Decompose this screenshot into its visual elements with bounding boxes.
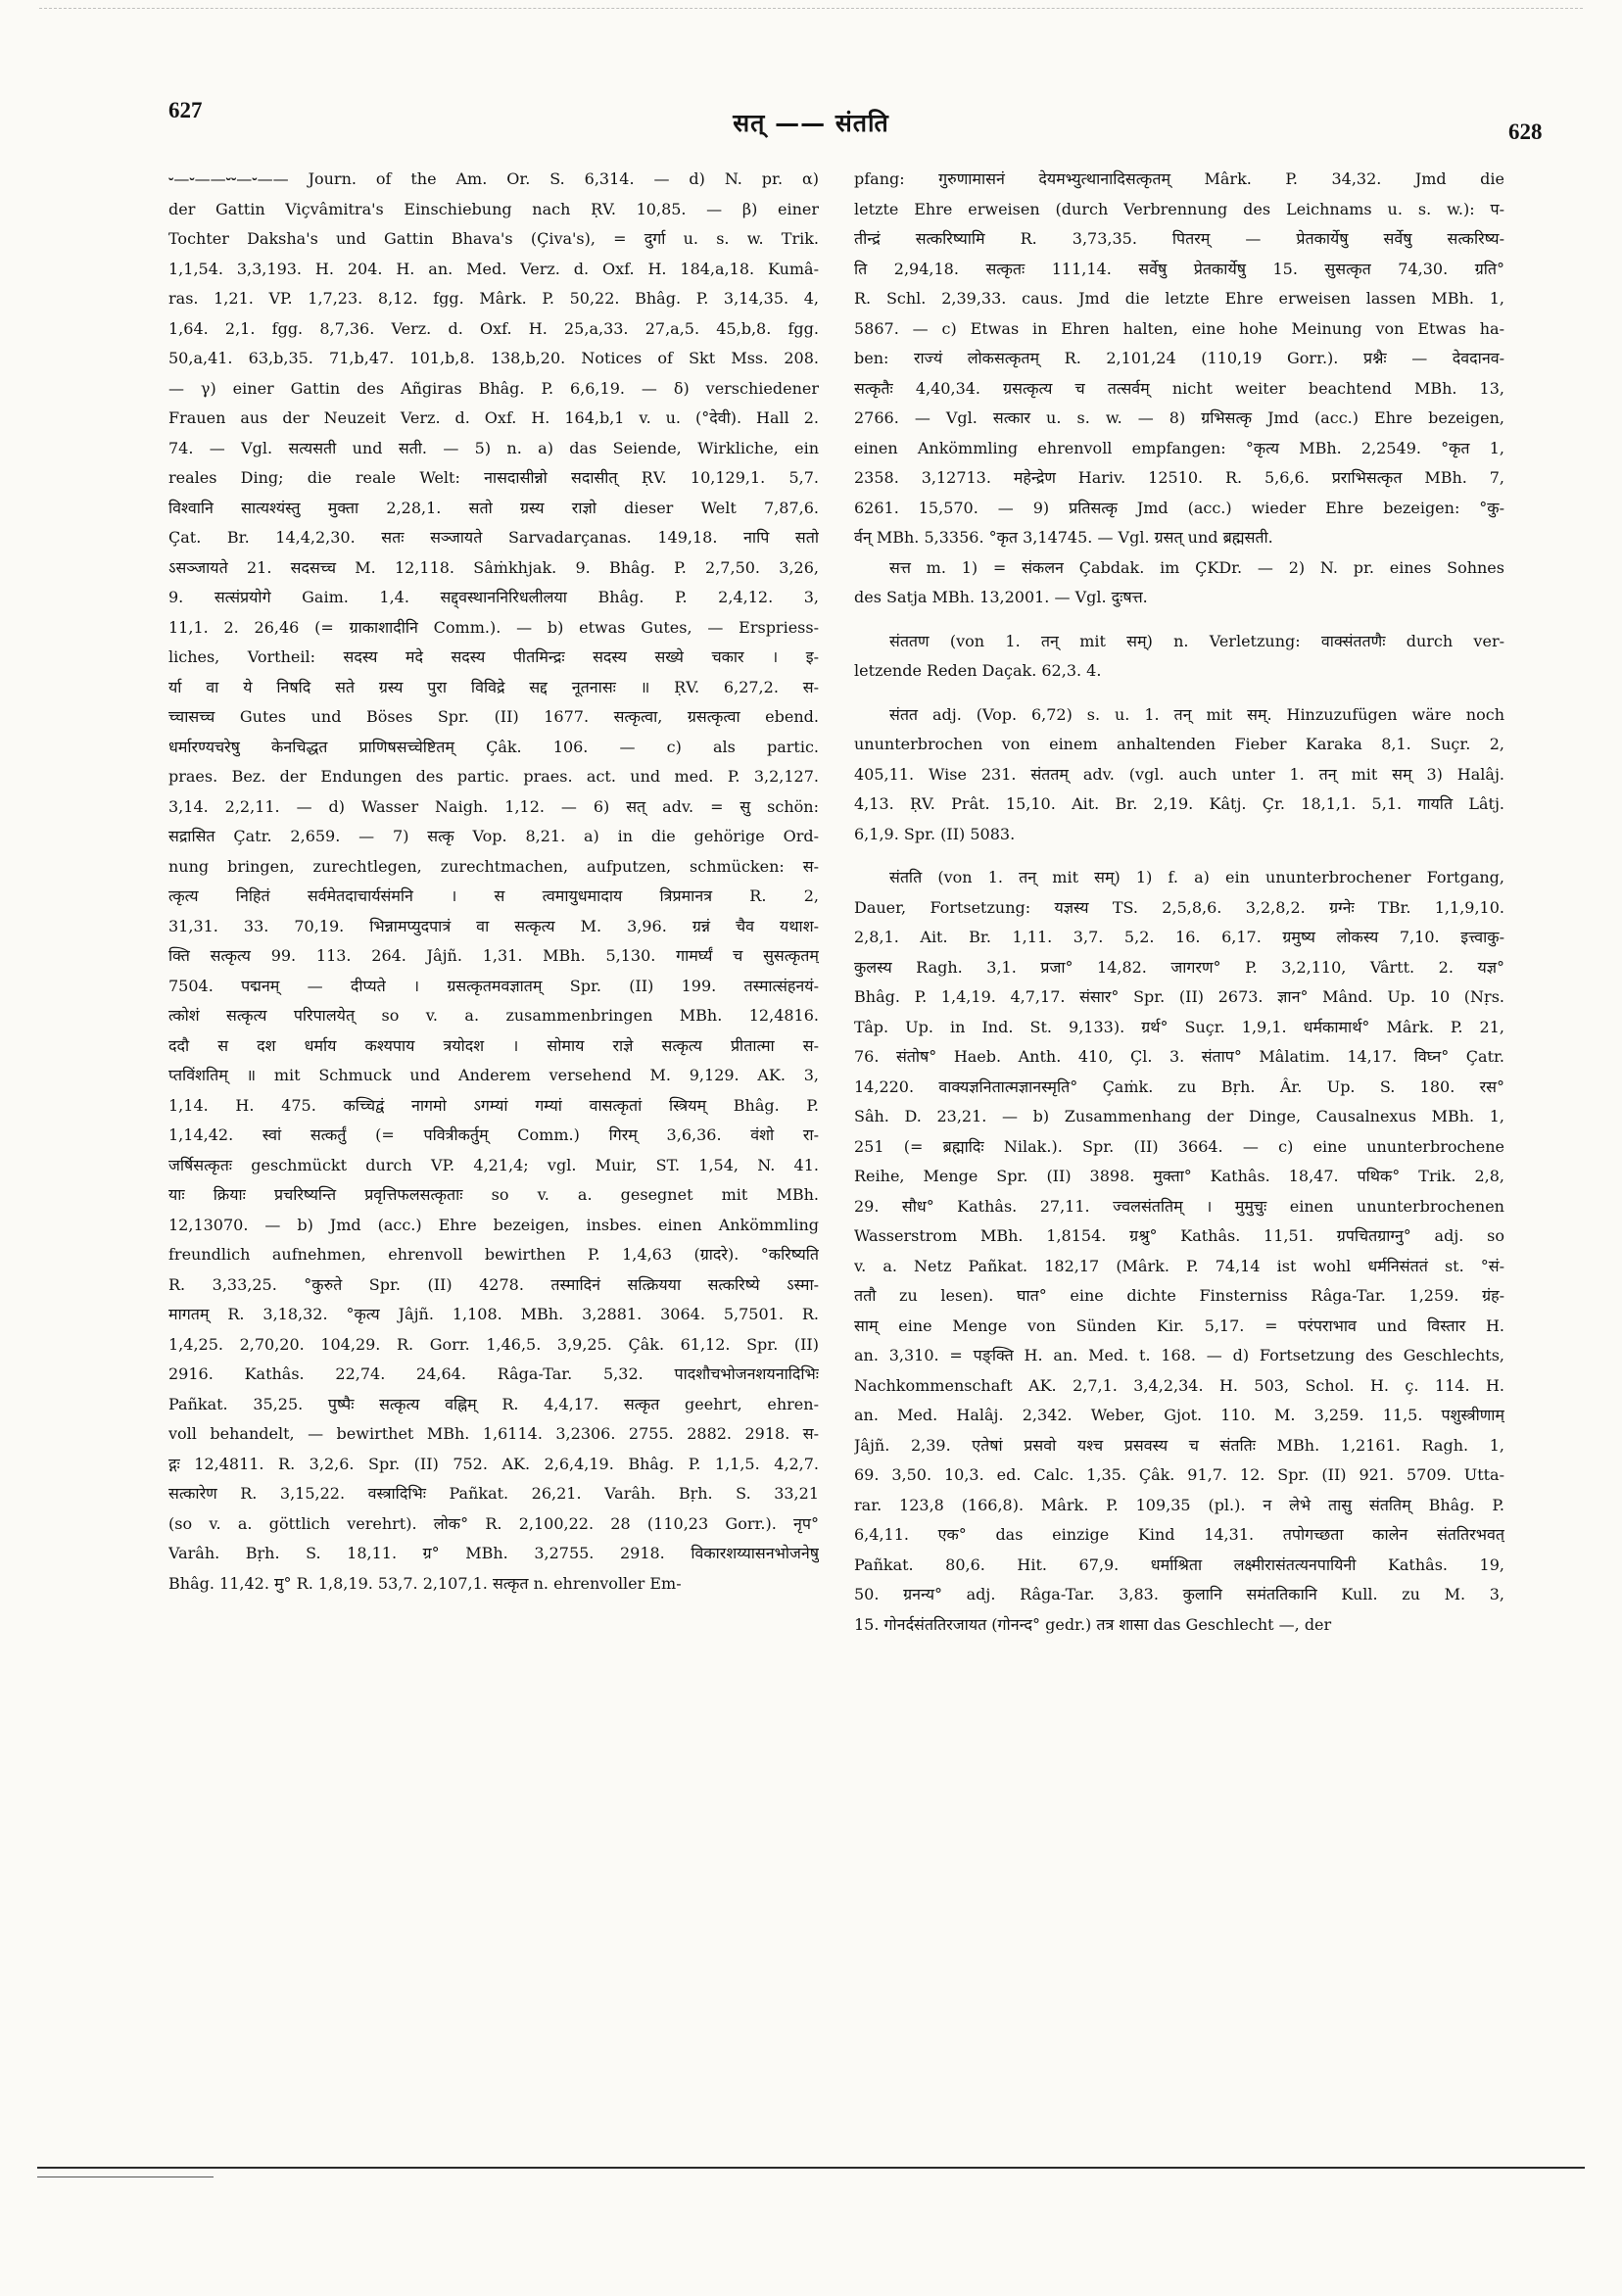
entry-headword-line: संतति (von 1. तन् mit सम्) 1) f. a) ein ununterbrochener Fortgang,	[889, 868, 1504, 886]
text-line: ति 2,94,18. सत्कृतः 111,14. सर्वेषु प्रेतकार्येषु 15. सुसत्कृत 74,30. ग्रति°	[854, 259, 1504, 278]
text-line: 69. 3,50. 10,3. ed. Calc. 1,35. Çâk. 91,7. 12. Spr. (II) 921. 5709. Utta-	[854, 1465, 1504, 1484]
text-line: सत्कारेण R. 3,15,22. वस्त्रादिभिः Pañkat. 26,21. Varâh. Bṛh. S. 33,21	[168, 1484, 819, 1503]
text-line: des Satja MBh. 13,2001. — Vgl. दुःषत्त.	[854, 588, 1148, 606]
text-line: साम् eine Menge von Sünden Kir. 5,17. = परंपराभाव und विस्तार H.	[854, 1315, 1504, 1335]
text-line: मागतम् R. 3,18,32. °कृत्य Jâjñ. 1,108. MBh. 3,2881. 3064. 5,7501. R.	[168, 1305, 819, 1323]
running-head: सत् —— संतति	[733, 109, 889, 137]
text-line: 251 (= ब्रह्मादिः Nilak.). Spr. (II) 3664. — c) eine ununterbrochene	[854, 1136, 1504, 1156]
text-line: 7504. पद्मनम् — दीप्यते । ग्रसत्कृतमवज्ञातम् Spr. (II) 199. तस्मात्संहनयं-	[168, 976, 819, 995]
text-line: 11,1. 2. 26,46 (= ग्राकाशादीनि Comm.). — b) etwas Gutes, — Erspriess-	[168, 617, 819, 637]
text-line: 15. गोनर्दसंततिरजायत (गोनन्द° gedr.) तत्र शासा das Geschlecht —, der	[854, 1614, 1332, 1634]
left-page-number: 627	[168, 98, 203, 122]
text-line: ⏑—⏑——⏑⏑—⏑—— Journ. of the Am. Or. S. 6,314. — d) N. pr. α)	[168, 169, 819, 188]
text-line: 50. ग्रनन्य° adj. Râga-Tar. 3,83. कुलानि समंततिकानि Kull. zu M. 3,	[854, 1585, 1504, 1603]
text-line: — γ) einer Gattin des Añgiras Bhâg. P. 6,6,19. — δ) verschiedener	[168, 378, 819, 398]
entry-gap	[854, 687, 1504, 700]
text-line: Reihe, Menge Spr. (II) 3898. मुक्ता° Kathâs. 18,47. पथिक° Trik. 2,8,	[854, 1167, 1504, 1185]
text-line: Tochter Daksha's und Gattin Bhava's (Çiva's), = दुर्गा u. s. w. Trik.	[168, 229, 819, 248]
text-line: Çat. Br. 14,4,2,30. सतः सञ्जायते Sarvadarçanas. 149,18. नापि सतो	[168, 528, 819, 547]
text-line: Dauer, Fortsetzung: यज्ञस्य TS. 2,5,8,6. 3,2,8,2. ग्रग्नेः TBr. 1,1,9,10.	[854, 897, 1504, 917]
text-line: 1,14. H. 475. कच्चिद्वं नागमो ऽगम्यां गम्यां वासत्कृतां स्त्रियम् Bhâg. P.	[168, 1095, 819, 1115]
text-line: 76. संतोष° Haeb. Anth. 410, Çl. 3. संताप° Mâlatim. 14,17. विघ्न° Çatr.	[854, 1047, 1504, 1066]
text-line: प्तविंशतिम् ॥ mit Schmuck und Anderem versehend M. 9,129. AK. 3,	[168, 1066, 819, 1084]
text-line: Pañkat. 80,6. Hit. 67,9. धर्माश्रिता लक्ष्मीरासंतत्यनपायिनी Kathâs. 19,	[854, 1555, 1504, 1574]
text-line: reales Ding; die reale Welt: नासदासीन्नो सदासीत् ṚV. 10,129,1. 5,7.	[168, 468, 819, 487]
text-line: pfang: गुरुणामासनं देयमभ्युत्थानादिसत्कृतम् Mârk. P. 34,32. Jmd die	[854, 169, 1504, 188]
text-line: जर्षिसत्कृतः geschmückt durch VP. 4,21,4; vgl. Muir, ST. 1,54, N. 41.	[168, 1155, 819, 1174]
entry-headword-line: संततण (von 1. तन् mit सम्) n. Verletzung: वाक्संततणैः durch ver-	[889, 631, 1504, 650]
text-line: voll behandelt, — bewirthet MBh. 1,6114. 3,2306. 2755. 2882. 2918. स-	[168, 1424, 819, 1443]
text-line: Tâp. Up. in Ind. St. 9,133). ग्रर्थ° Suçr. 1,9,1. धर्मकामार्थ° Mârk. P. 21,	[854, 1017, 1504, 1036]
text-line: ben: राज्यं लोकसत्कृतम् R. 2,101,24 (110,19 Gorr.). प्रश्नैः — देवदानव-	[854, 349, 1504, 367]
text-line: R. 3,33,25. °कुरुते Spr. (II) 4278. तस्मादिनं सत्क्रियया सत्करिष्ये ऽस्मा-	[168, 1274, 819, 1294]
text-line: धर्मारण्यचरेषु केनचिद्धत प्राणिषसच्चेष्टितम् Çâk. 106. — c) als partic.	[168, 737, 819, 756]
text-line: an. 3,310. = पङ्क्ति H. an. Med. t. 168. — d) Fortsetzung des Geschlechts,	[854, 1346, 1504, 1364]
text-line: letzte Ehre erweisen (durch Verbrennung des Leichnams u. s. w.): प-	[854, 199, 1504, 218]
text-line: ras. 1,21. VP. 1,7,23. 8,12. fgg. Mârk. P. 50,22. Bhâg. P. 3,14,35. 4,	[168, 289, 819, 308]
text-line: कुलस्य Ragh. 3,1. प्रजा° 14,82. जागरण° P. 3,2,110, Vârtt. 2. यज्ञ°	[854, 957, 1504, 977]
text-line: याः क्रियाः प्रचरिष्यन्ति प्रवृत्तिफलसत्कृताः so v. a. gesegnet mit MBh.	[168, 1185, 819, 1204]
text-line: 1,64. 2,1. fgg. 8,7,36. Verz. d. Oxf. H. 25,a,33. 27,a,5. 45,b,8. fgg.	[168, 318, 819, 338]
text-line: Varâh. Bṛh. S. 18,11. ग्र° MBh. 3,2755. 2918. विकारशय्यासनभोजनेषु	[168, 1544, 819, 1562]
text-line: 4,13. ṚV. Prât. 15,10. Ait. Br. 2,19. Kâtj. Çr. 18,1,1. 5,1. गायति Lâtj.	[854, 794, 1504, 813]
text-line: 29. सौध° Kathâs. 27,11. ज्वलसंततिम् । मुमुचुः einen ununterbrochenen	[854, 1196, 1504, 1216]
right-page-number: 628	[1508, 120, 1543, 144]
right-column	[854, 165, 1504, 2143]
text-line: 6,1,9. Spr. (II) 5083.	[854, 824, 1016, 843]
text-line: Sâh. D. 23,21. — b) Zusammenhang der Dinge, Causalnexus MBh. 1,	[854, 1107, 1504, 1125]
text-line: ununterbrochen von einem anhaltenden Fieber Karaka 8,1. Suçr. 2,	[854, 735, 1504, 753]
text-line: Wasserstrom MBh. 1,8154. ग्रश्रु° Kathâs. 11,51. ग्रपचितग्राग्नु° adj. so	[854, 1226, 1504, 1245]
text-line: सद्रासित Çatr. 2,659. — 7) सत्कृ Vop. 8,21. a) in die gehörige Ord-	[168, 827, 819, 845]
text-line: 50,a,41. 63,b,35. 71,b,47. 101,b,8. 138,b,20. Notices of Skt Mss. 208.	[168, 349, 819, 367]
text-line: letzende Reden Daçak. 62,3. 4.	[854, 661, 1102, 680]
text-line: 14,220. वाक्यज्ञनितात्मज्ञानस्मृति° Çaṁk. zu Bṛh. Âr. Up. S. 180. रस°	[854, 1076, 1504, 1096]
text-line: an. Med. Halâj. 2,342. Weber, Gjot. 110. M. 3,259. 11,5. पशुस्त्रीणाम्	[854, 1406, 1504, 1424]
text-line: ऽसञ्जायते 21. सदसच्च M. 12,118. Sâṁkhjak. 9. Bhâg. P. 2,7,50. 3,26,	[168, 557, 819, 577]
text-line: Frauen aus der Neuzeit Verz. d. Oxf. H. 164,b,1 v. u. (°देवी). Hall 2.	[168, 408, 819, 427]
text-line: 74. — Vgl. सत्यसती und सती. — 5) n. a) das Seiende, Wirkliche, ein	[168, 438, 819, 457]
entry-headword-line: संतत adj. (Vop. 6,72) s. u. 1. तन् mit सम्. Hinzuzufügen wäre noch	[889, 704, 1504, 724]
text-line: ददौ स दश धर्माय कश्यपाय त्रयोदश । सोमाय राज्ञे सत्कृत्य प्रीतात्मा स-	[168, 1035, 819, 1055]
text-line: 2916. Kathâs. 22,74. 24,64. Râga-Tar. 5,32. पादशौचभोजनशयनादिभिः	[168, 1364, 819, 1383]
text-line: 12,13070. — b) Jmd (acc.) Ehre bezeigen, insbes. einen Ankömmling	[168, 1215, 819, 1234]
text-line: र्वन् MBh. 5,3356. °कृत 3,14745. — Vgl. ग्रसत् und ब्रह्मसती.	[854, 528, 1273, 547]
entry-gap	[854, 849, 1504, 863]
text-line: Jâjñ. 2,39. एतेषां प्रसवो यश्च प्रसवस्य च संततिः MBh. 1,2161. Ragh. 1,	[854, 1435, 1504, 1455]
text-line: Nachkommenschaft AK. 2,7,1. 3,4,2,34. H. 503, Schol. H. ç. 114. H.	[854, 1375, 1504, 1395]
text-line: त्कृत्य निहितं सर्वमेतदाचार्यसंमनि । स त्वमायुधमादाय त्रिप्रमानत्र R. 2,	[168, 886, 819, 905]
text-line: nung bringen, zurechtlegen, zurechtmachen, aufputzen, schmücken: स-	[168, 856, 819, 876]
text-line: द्गः 12,4811. R. 3,2,6. Spr. (II) 752. AK. 2,6,4,19. Bhâg. P. 1,1,5. 4,2,7.	[168, 1454, 819, 1473]
text-line: 1,4,25. 2,70,20. 104,29. R. Gorr. 1,46,5. 3,9,25. Çâk. 61,12. Spr. (II)	[168, 1334, 819, 1354]
left-column	[168, 165, 819, 2143]
text-line: freundlich aufnehmen, ehrenvoll bewirthen P. 1,4,63 (ग्रादरे). °करिष्यति	[168, 1245, 819, 1264]
text-line: 405,11. Wise 231. संततम् adv. (vgl. auch unter 1. तन् mit सम् 3) Halâj.	[854, 764, 1504, 784]
text-line: 5867. — c) Etwas in Ehren halten, eine hohe Meinung von Etwas ha-	[854, 318, 1504, 338]
text-line: क्ति सत्कृत्य 99. 113. 264. Jâjñ. 1,31. MBh. 5,130. गामर्घ्यं च सुसत्कृतम्	[168, 946, 819, 965]
text-line: सत्कृतैः 4,40,34. ग्रसत्कृत्य च तत्सर्वम् nicht weiter beachtend MBh. 13,	[854, 378, 1504, 398]
text-line: v. a. Netz Pañkat. 182,17 (Mârk. P. 74,14 ist wohl धर्मनिसंततं st. °सं-	[854, 1256, 1504, 1275]
text-line: त्कोशं सत्कृत्य परिपालयेत् so v. a. zusammenbringen MBh. 12,4816.	[168, 1006, 819, 1025]
text-line: तीन्द्रं सत्करिष्यामि R. 3,73,35. पितरम् — प्रेतकार्येषु सर्वेषु सत्करिष्य-	[854, 229, 1504, 248]
scan-edge-rule	[39, 8, 1583, 9]
text-line: 31,31. 33. 70,19. भिन्नामप्युदपात्रं वा सत्कृत्य M. 3,96. ग्रन्नं चैव यथाश-	[168, 916, 819, 935]
entry-gap	[854, 613, 1504, 627]
text-line: R. Schl. 2,39,33. caus. Jmd die letzte Ehre erweisen lassen MBh. 1,	[854, 289, 1504, 308]
text-line: 2766. — Vgl. सत्कार u. s. w. — 8) ग्रभिसत्कृ Jmd (acc.) Ehre bezeigen,	[854, 408, 1504, 427]
text-line: 1,14,42. स्वां सत्कर्तुं (= पवित्रीकर्तुम् Comm.) गिरम् 3,6,36. वंशो रा-	[168, 1125, 819, 1144]
footer-rule	[37, 2167, 1585, 2169]
text-line: (so v. a. göttlich verehrt). लोक° R. 2,100,22. 28 (110,23 Gorr.). नृप°	[168, 1513, 819, 1533]
text-line: einen Ankömmling ehrenvoll empfangen: °कृत्य MBh. 2,2549. °कृत 1,	[854, 438, 1504, 457]
text-line: 6,4,11. एक° das einzige Kind 14,31. तपोगच्छता कालेन संततिरभवत्	[854, 1525, 1504, 1544]
text-line: Pañkat. 35,25. पुष्पैः सत्कृत्य वह्निम् R. 4,4,17. सत्कृत geehrt, ehren-	[168, 1394, 819, 1413]
text-line: Bhâg. P. 1,4,19. 4,7,17. संसार° Spr. (II) 2673. ज्ञान° Mând. Up. 10 (Nṛs.	[854, 987, 1504, 1006]
text-line: liches, Vortheil: सदस्य मदे सदस्य पीतमिन्द्रः सदस्य सख्ये चकार । इ-	[168, 647, 819, 666]
footer-rule-short	[37, 2176, 214, 2177]
text-line: praes. Bez. der Endungen des partic. praes. act. und med. P. 3,2,127.	[168, 767, 819, 786]
text-line: च्चासच्च Gutes und Böses Spr. (II) 1677. सत्कृत्वा, ग्रसत्कृत्वा ebend.	[168, 707, 819, 726]
text-line: 1,1,54. 3,3,193. H. 204. H. an. Med. Verz. d. Oxf. H. 184,a,18. Kumâ-	[168, 259, 819, 278]
text-line: र्या वा ये निषदि सते ग्रस्य पुरा विविद्रे सद्द नूतनासः ॥ ṚV. 6,27,2. स-	[168, 677, 819, 696]
text-line: 2,8,1. Ait. Br. 1,11. 3,7. 5,2. 16. 6,17. ग्रमुष्य लोकस्य 7,10. इत्त्वाकु-	[854, 928, 1504, 946]
text-line: 3,14. 2,2,11. — d) Wasser Naigh. 1,12. — 6) सत् adv. = सु schön:	[168, 796, 819, 816]
entry-headword-line: सत्त m. 1) = संकलन Çabdak. im ÇKDr. — 2) N. pr. eines Sohnes	[889, 557, 1504, 577]
text-line: विश्वानि सात्यश्यंस्तु मुक्ता 2,28,1. सतो ग्रस्य राज्ञो dieser Welt 7,87,6.	[168, 498, 819, 517]
text-line: rar. 123,8 (166,8). Mârk. P. 109,35 (pl.). न लेभे तासु संततिम् Bhâg. P.	[854, 1495, 1504, 1514]
text-line: Bhâg. 11,42. मु° R. 1,8,19. 53,7. 2,107,1. सत्कृत n. ehrenvoller Em-	[168, 1573, 682, 1593]
text-line: 6261. 15,570. — 9) प्रतिसत्कृ Jmd (acc.) wieder Ehre bezeigen: °कु-	[854, 498, 1504, 517]
text-line: ततौ zu lesen). घात° eine dichte Finsterniss Râga-Tar. 1,259. ग्रंह-	[854, 1286, 1504, 1305]
text-line: der Gattin Viçvâmitra's Einschiebung nach ṚV. 10,85. — β) einer	[168, 199, 819, 218]
text-line: 9. सत्संप्रयोगे Gaim. 1,4. सद्द्वस्थाननिरिधलीलया Bhâg. P. 2,4,12. 3,	[168, 588, 819, 606]
text-line: 2358. 3,12713. महेन्द्रेण Hariv. 12510. R. 5,6,6. प्रराभिसत्कृत MBh. 7,	[854, 468, 1504, 487]
